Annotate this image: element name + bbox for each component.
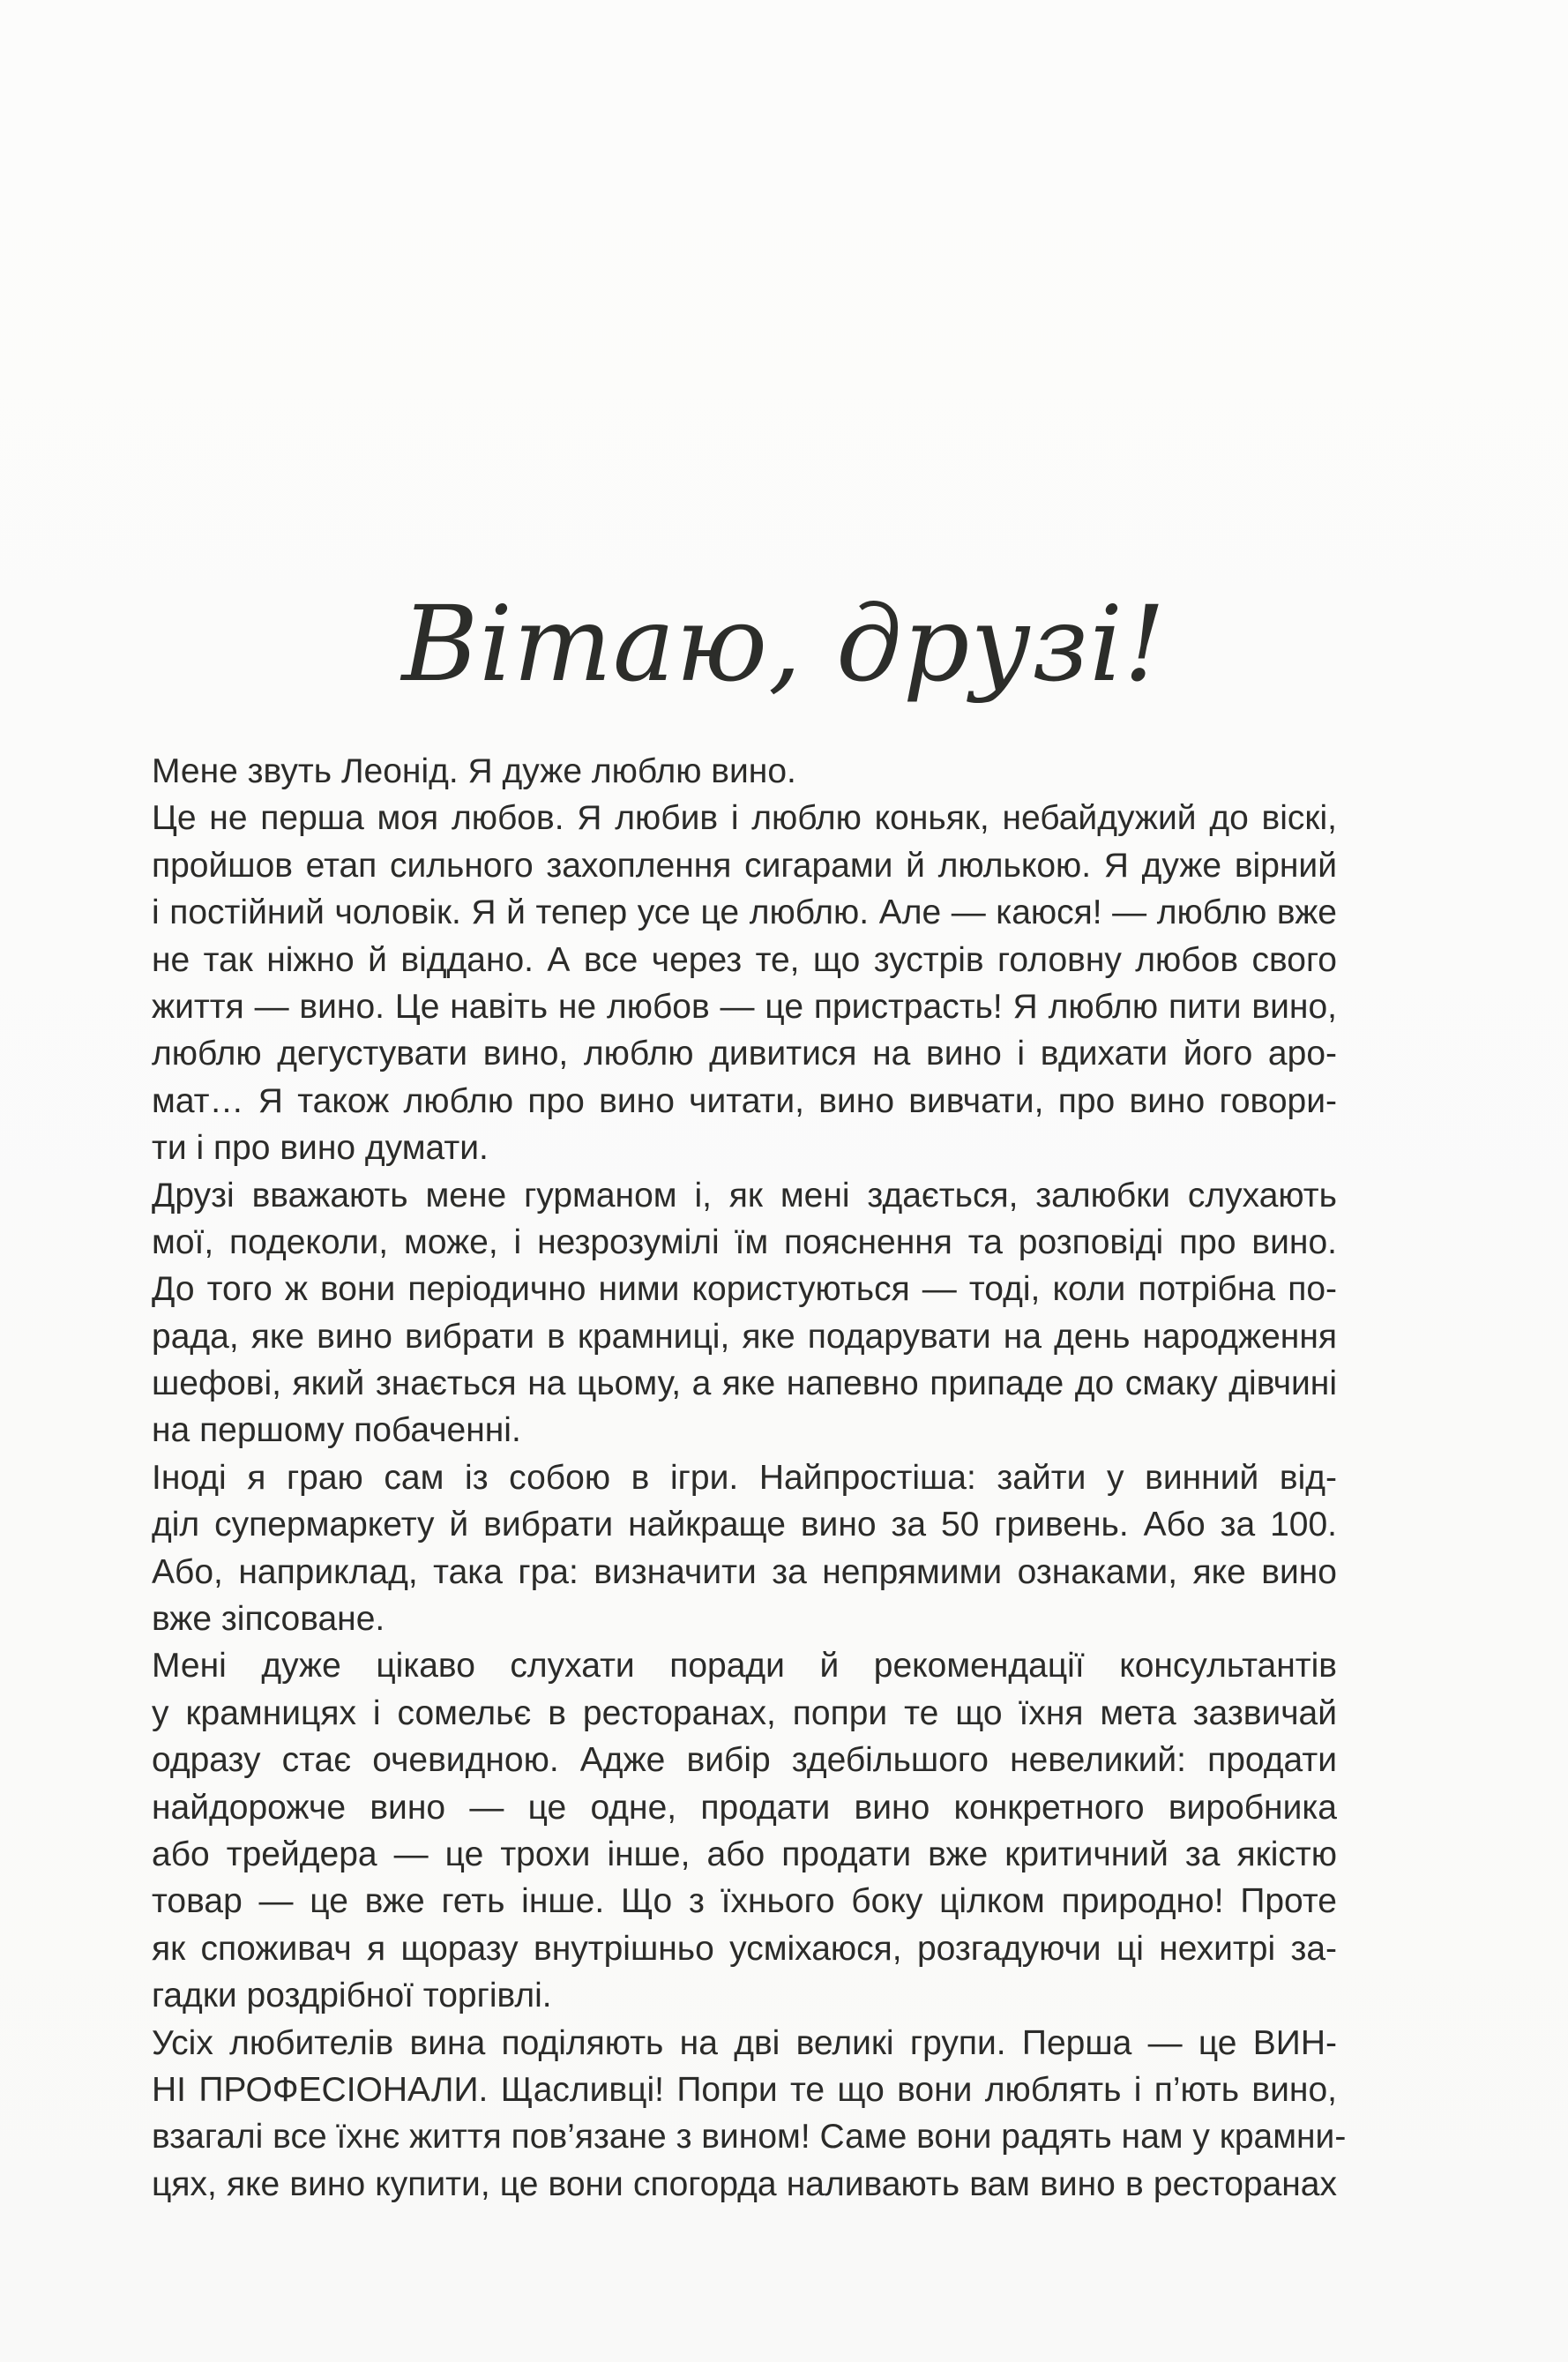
- text-line: ти і про вино думати.: [152, 1129, 489, 1168]
- text-line: найдорожче вино — це одне, продати вино конкретного виробника: [152, 1788, 1337, 1827]
- text-line: на першому побаченні.: [152, 1411, 521, 1450]
- paragraph: [152, 1642, 1337, 2019]
- text-line: одразу стає очевидною. Адже вибір здебільшого невеликий: продати: [152, 1741, 1337, 1780]
- text-line: мої, подеколи, може, і незрозумілі їм пояснення та розповіді про вино.: [152, 1222, 1337, 1261]
- text-line: люблю дегустувати вино, люблю дивитися на вино і вдихати його аро-: [152, 1035, 1337, 1073]
- text-line: взагалі все їхнє життя пов’язане з вином! Саме вони радять нам у крамни-: [152, 2118, 1347, 2156]
- text-line: Усіх любителів вина поділяють на дві великі групи. Перша — це ВИН-: [152, 2023, 1337, 2062]
- text-line: НІ ПРОФЕСІОНАЛИ. Щасливці! Попри те що вони люблять і п’ють вино,: [152, 2070, 1337, 2109]
- body-text: [152, 748, 1347, 2208]
- text-line: Або, наприклад, така гра: визначити за непрямими ознаками, яке вино: [152, 1552, 1337, 1591]
- text-line: як споживач я щоразу внутрішньо усміхаюся, розгадуючи ці нехитрі за-: [152, 1929, 1337, 1968]
- text-line: рада, яке вино вибрати в крамниці, яке подарувати на день народження: [152, 1317, 1337, 1356]
- text-line: гадки роздрібної торгівлі.: [152, 1977, 552, 2015]
- text-line: Друзі вважають мене гурманом і, як мені здається, залюбки слухають: [152, 1176, 1337, 1215]
- text-line: мат… Я також люблю про вино читати, вино вивчати, про вино говори-: [152, 1081, 1337, 1120]
- text-line: До того ж вони періодично ними користуються — тоді, коли потрібна по-: [152, 1270, 1337, 1309]
- paragraph: [152, 1454, 1337, 1643]
- text-line: шефові, який знається на цьому, а яке напевно припаде до смаку дівчині: [152, 1364, 1337, 1403]
- text-line: Мені дуже цікаво слухати поради й рекомендації консультантів: [152, 1647, 1337, 1686]
- text-line: і постійний чоловік. Я й тепер усе це люблю. Але — каюся! — люблю вже: [152, 893, 1337, 932]
- page-heading: Вітаю, друзі!: [401, 583, 1167, 705]
- paragraph: [152, 748, 1337, 795]
- text-line: життя — вино. Це навіть не любов — це пристрасть! Я люблю пити вино,: [152, 987, 1337, 1026]
- text-line: цях, яке вино купити, це вони спогорда наливають вам вино в ресторанах: [152, 2164, 1337, 2203]
- text-line: пройшов етап сильного захоплення сигарами й люлькою. Я дуже вірний: [152, 846, 1337, 885]
- paragraph: [152, 2020, 1347, 2209]
- text-line: або трейдера — це трохи інше, або продати вже критичний за якістю: [152, 1835, 1337, 1873]
- text-line: Мене звуть Леонід. Я дуже люблю вино.: [152, 752, 796, 790]
- text-line: не так ніжно й віддано. А все через те, що зустрів головну любов свого: [152, 940, 1337, 979]
- text-line: товар — це вже геть інше. Що з їхнього боку цілком природно! Проте: [152, 1882, 1337, 1921]
- text-line: Іноді я граю сам із собою в ігри. Найпростіша: зайти у винний від-: [152, 1458, 1337, 1497]
- text-line: Це не перша моя любов. Я любив і люблю коньяк, небайдужий до віскі,: [152, 799, 1337, 838]
- paragraph: [152, 795, 1337, 1171]
- text-line: діл супермаркету й вибрати найкраще вино за 50 гривень. Або за 100.: [152, 1506, 1337, 1544]
- text-line: у крамницях і сомельє в ресторанах, попри те що їхня мета зазвичай: [152, 1693, 1337, 1732]
- text-line: вже зіпсоване.: [152, 1600, 385, 1639]
- paragraph: [152, 1172, 1337, 1454]
